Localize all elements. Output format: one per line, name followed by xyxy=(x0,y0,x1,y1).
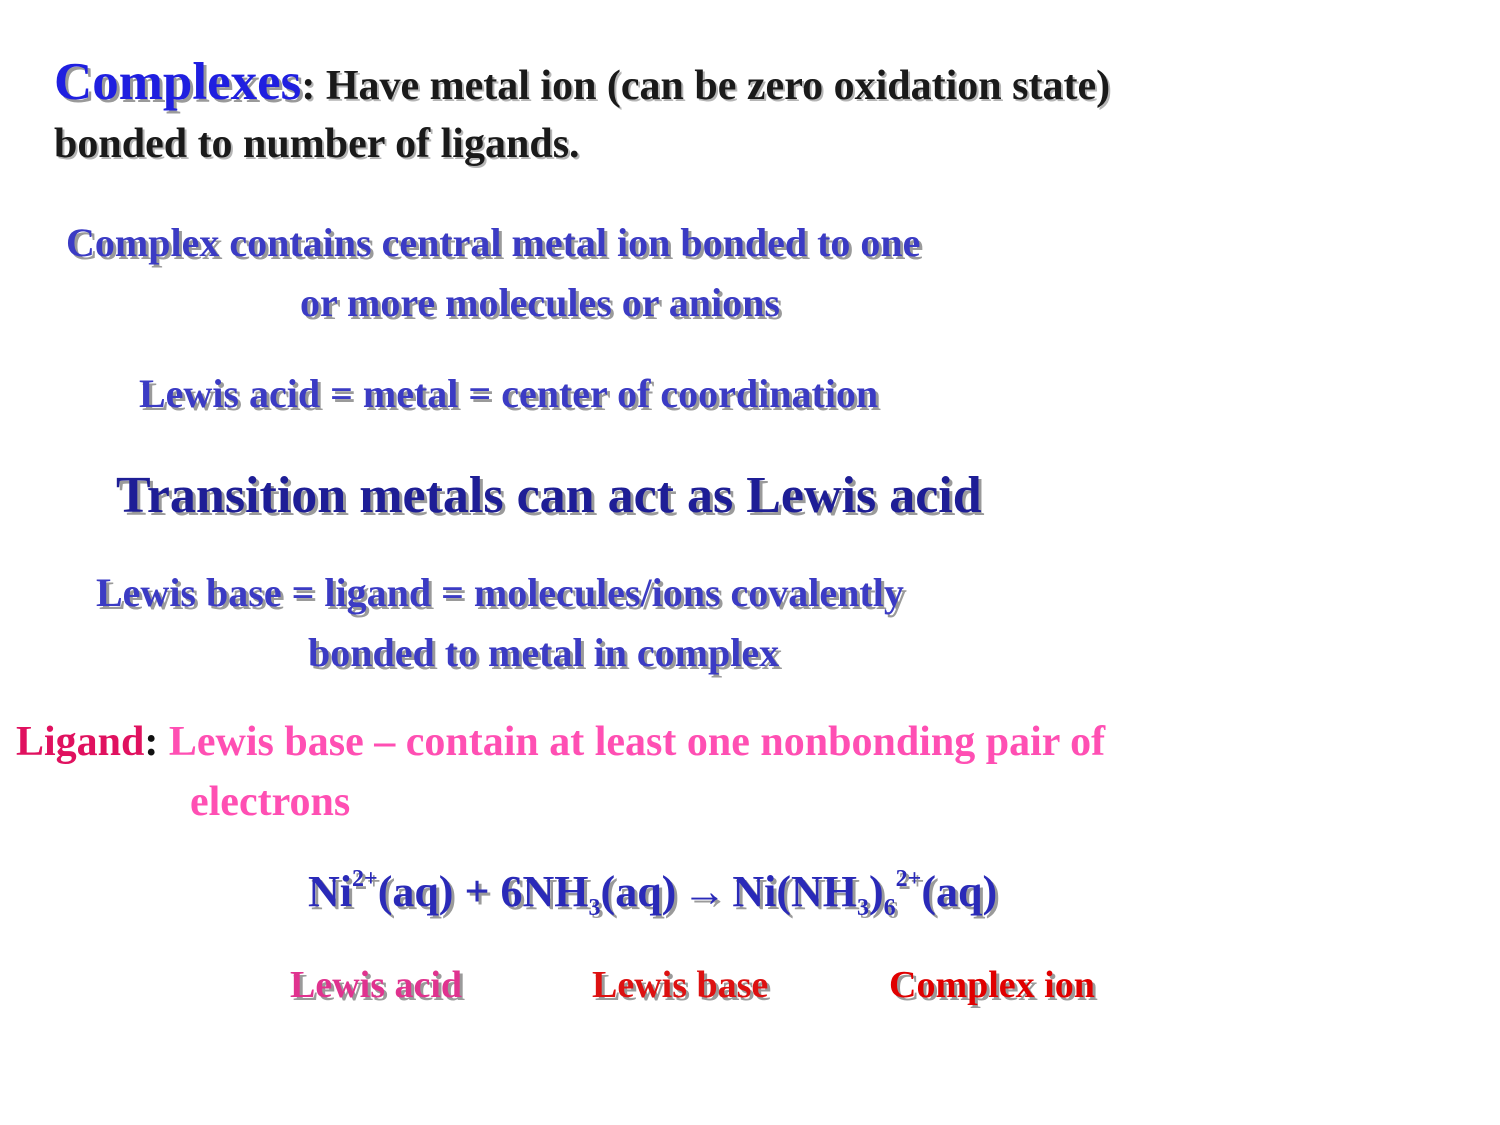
complex-statement-line2: or more molecules or anions xyxy=(300,280,780,325)
ligand-term: Ligand xyxy=(16,719,145,765)
ammonia-state: (aq) xyxy=(600,867,677,916)
complex-statement-line1: Complex contains central metal ion bonded to one xyxy=(66,220,921,265)
label-complex-ion: Complex ion xyxy=(889,964,1095,1006)
product-charge: 2+ xyxy=(895,866,922,892)
lewis-base-statement-line1: Lewis base = ligand = molecules/ions covalently xyxy=(96,570,904,615)
product-formula: Ni(NH xyxy=(732,867,857,916)
complexes-separator: : xyxy=(301,63,316,109)
definition-complexes-line1 xyxy=(54,52,1110,112)
lewis-base-statement-line2: bonded to metal in complex xyxy=(308,630,780,675)
product-ammonia-subscript: 3 xyxy=(856,895,869,921)
complexes-term: Complexes xyxy=(54,53,302,111)
reactant-state-ammonia: (aq) + 6NH xyxy=(377,867,589,916)
product-state: (aq) xyxy=(921,867,998,916)
ligand-colon: : xyxy=(144,719,159,765)
product-paren: ) xyxy=(868,867,884,916)
label-lewis-base: Lewis base xyxy=(592,964,769,1006)
reaction-equation xyxy=(308,866,998,921)
nickel-ion: Ni xyxy=(308,867,352,916)
complexes-definition-text: Have metal ion (can be zero oxidation state) xyxy=(315,63,1111,109)
ligand-definition-text: Lewis base – contain at least one nonbonding pair of xyxy=(158,719,1106,765)
product-count-subscript: 6 xyxy=(883,895,896,921)
definition-complexes-line2: bonded to number of ligands. xyxy=(54,121,580,167)
transition-metals-heading: Transition metals can act as Lewis acid xyxy=(116,467,982,524)
ligand-definition-line2: electrons xyxy=(190,779,351,825)
lewis-acid-statement: Lewis acid = metal = center of coordination xyxy=(139,371,879,416)
label-lewis-acid: Lewis acid xyxy=(290,964,463,1006)
reaction-arrow-icon: → xyxy=(682,867,727,916)
ammonia-subscript: 3 xyxy=(588,895,601,921)
nickel-charge: 2+ xyxy=(352,866,378,892)
ligand-definition-line1 xyxy=(16,718,1105,766)
